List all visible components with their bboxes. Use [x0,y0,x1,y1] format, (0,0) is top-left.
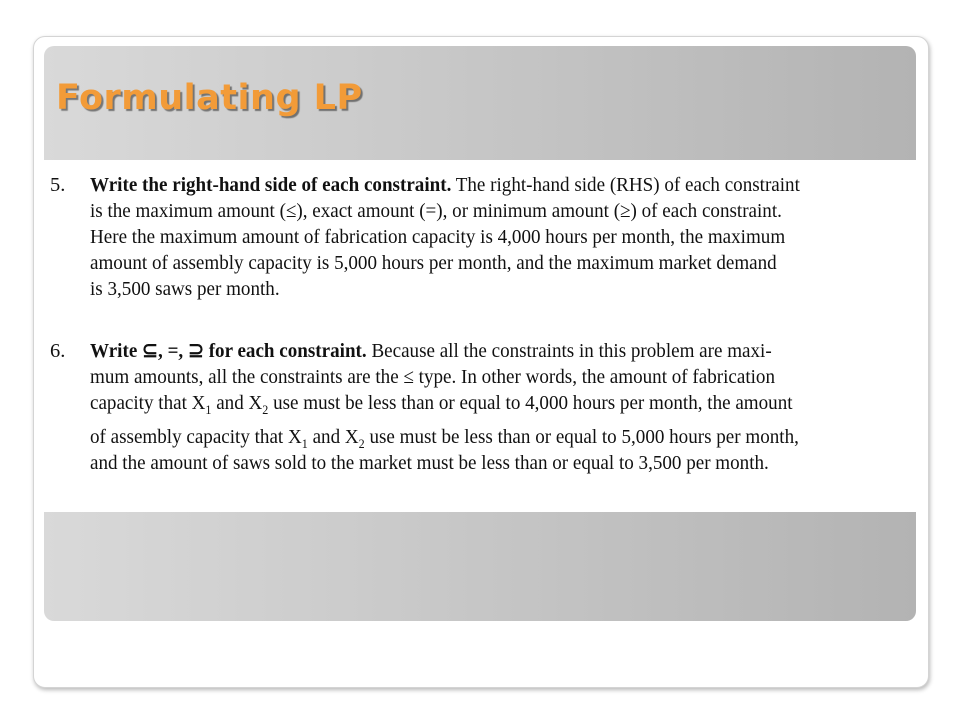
text-line: Write the right-hand side of each constraint. The right-hand side (RHS) of each constraint [90,174,800,196]
text-line: and the amount of saws sold to the market must be less than or equal to 3,500 per month. [90,452,769,474]
text-line: mum amounts, all the constraints are the ≤ type. In other words, the amount of fabrication [90,366,775,388]
text-line: is 3,500 saws per month. [90,278,280,300]
step-heading: Write ⊆, =, ⊇ for each constraint. [90,340,367,362]
text-line: of assembly capacity that $X_1$ and $X_2$ use must be less than or equal to 5,000 hours per month, [90,426,799,452]
step-number: 6. [50,340,66,362]
slide-title: Formulating LP [56,78,363,118]
text-line: is the maximum amount (≤), exact amount (=), or minimum amount (≥) of each constraint. [90,200,782,222]
step-number: 5. [50,174,66,196]
scanned-text-excerpt [44,160,916,512]
step-heading: Write the right-hand side of each constraint. [90,174,452,196]
text-line: capacity that $X_1$ and $X_2$ use must be less than or equal to 4,000 hours per month, the amount [90,392,793,418]
step-body [90,172,849,302]
text-line: Here the maximum amount of fabrication capacity is 4,000 hours per month, the maximum [90,226,786,248]
step-body [90,338,849,476]
text-line: amount of assembly capacity is 5,000 hours per month, and the maximum market demand [90,252,777,274]
text-line: Write ⊆, =, ⊇ for each constraint. Because all the constraints in this problem are maxi- [90,340,772,362]
